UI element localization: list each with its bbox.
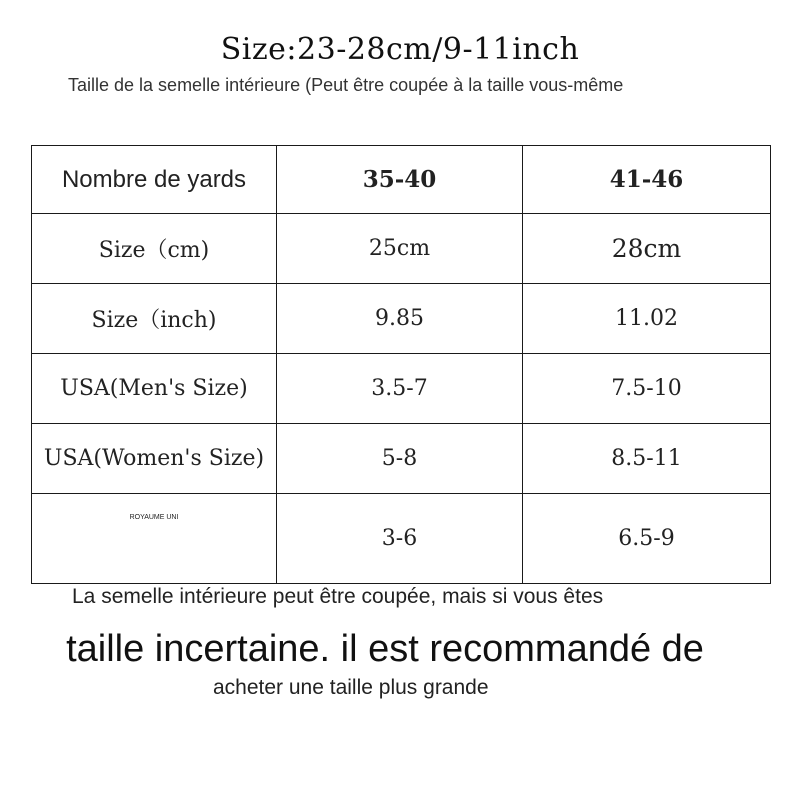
note-line-1: La semelle intérieure peut être coupée, mais si vous êtes [72, 585, 604, 608]
row-value-col1: 3.5-7 [277, 354, 523, 424]
row-value-col1: 25cm [277, 214, 523, 284]
row-value-col2: 28cm [523, 214, 771, 284]
row-label: ROYAUME UNI [32, 494, 277, 584]
note-line-3: acheter une taille plus grande [213, 676, 489, 699]
row-value-col2: 11.02 [523, 284, 771, 354]
page-title: Size:23-28cm/9-11inch [220, 32, 580, 67]
row-value-col1: 9.85 [277, 284, 523, 354]
row-value-col1: 3-6 [277, 494, 523, 584]
row-label: Size（cm) [32, 214, 277, 284]
row-label: Size（inch) [32, 284, 277, 354]
row-value-col2: 8.5-11 [523, 424, 771, 494]
header-size-41-46: 41-46 [523, 146, 771, 214]
row-value-col1: 5-8 [277, 424, 523, 494]
row-value-col2: 7.5-10 [523, 354, 771, 424]
header-size-35-40: 35-40 [277, 146, 523, 214]
row-label: USA(Women's Size) [32, 424, 277, 494]
table-header-row [32, 146, 771, 214]
size-chart-table [31, 145, 771, 584]
table-row-inch [32, 284, 771, 354]
row-label: USA(Men's Size) [32, 354, 277, 424]
table-row-uk [32, 494, 771, 584]
note-line-2: taille incertaine. il est recommandé de [66, 628, 704, 670]
table-row-cm [32, 214, 771, 284]
header-label-cell: Nombre de yards [32, 146, 277, 214]
page-subtitle: Taille de la semelle intérieure (Peut être coupée à la taille vous-même [68, 75, 624, 95]
table-row-usa-men [32, 354, 771, 424]
row-value-col2: 6.5-9 [523, 494, 771, 584]
table-row-usa-women [32, 424, 771, 494]
